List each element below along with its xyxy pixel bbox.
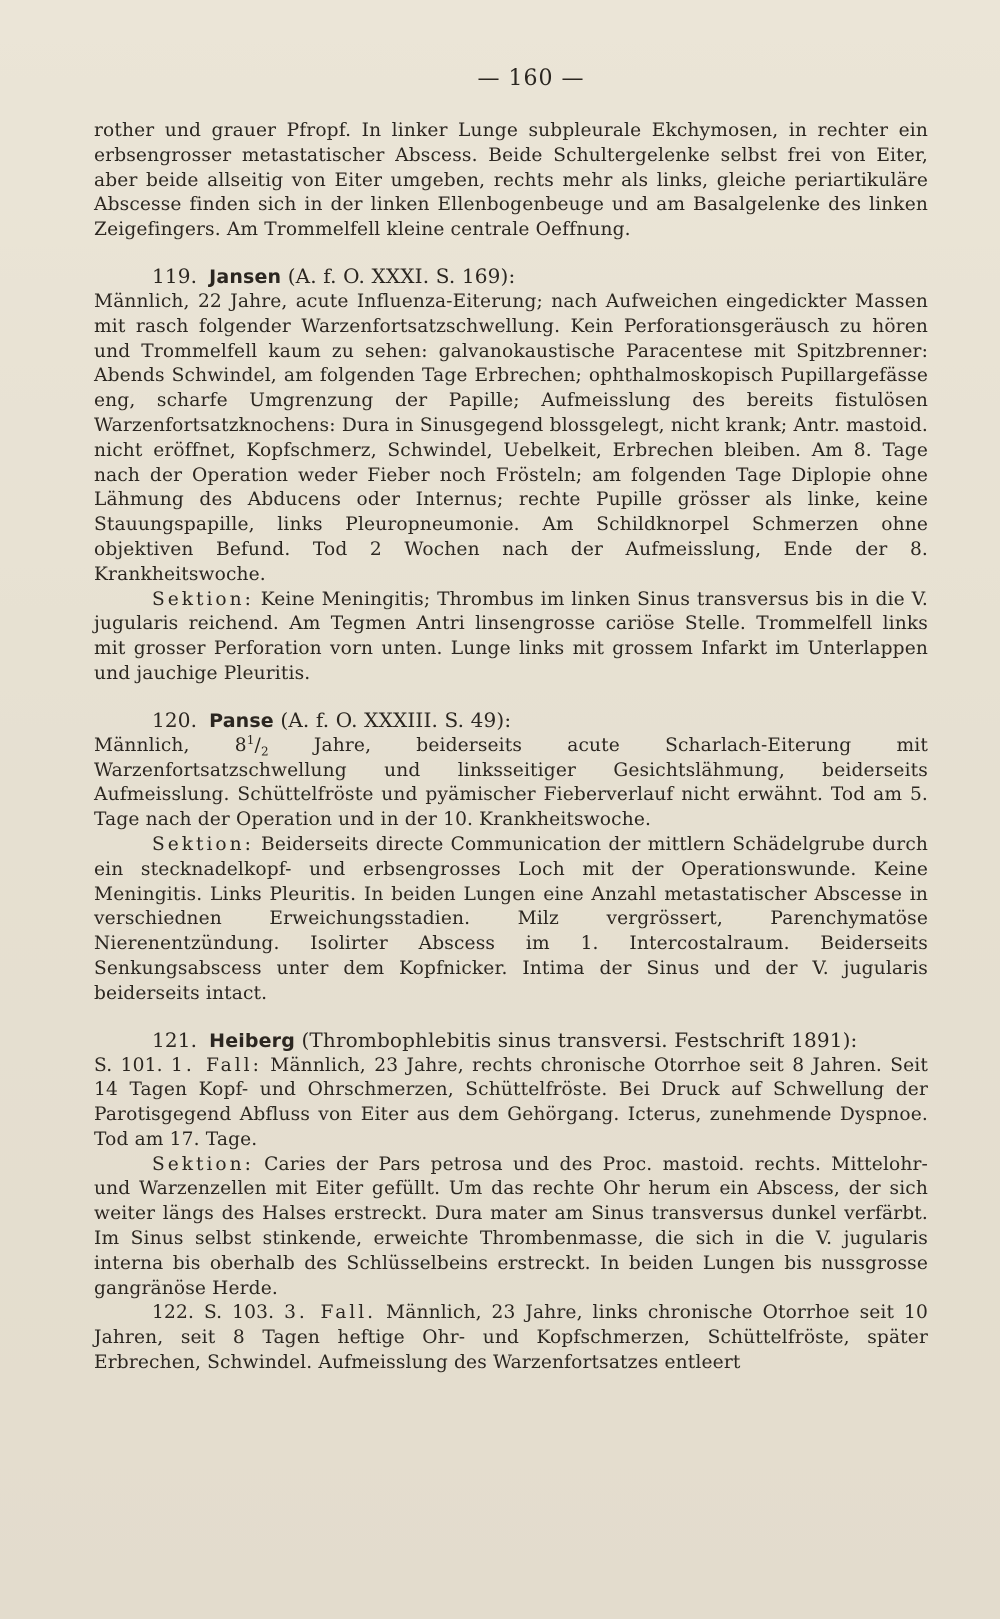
entry-121-sektion-text: Caries der Pars petrosa und des Proc. mastoid. rechts. Mittelohr- und Warzenzellen mit Eiter gefüllt. Um das rechte Ohr herum ein Abscess, der sich weiter längs des Halses erstreckt. Dura mater am Sinus transversus dunkel verfärbt. Im Sinus selbst stinkende, erweichte Thrombenmasse, die sich in die V. jugularis interna bis oberhalb des Schlüsselbeins erstreckt. In beiden Lungen bis nussgrosse gangränöse Herde. bbox=[94, 1153, 928, 1299]
entry-120-sektion-text: Beiderseits directe Communication der mittlern Schädelgrube durch ein stecknadelkopf- und erbsengrosses Loch mit der Operationswunde. Keine Meningitis. Links Pleuritis. In beiden Lungen eine Anzahl metastatischer Abscesse in verschiednen Erweichungsstadien. Milz vergrössert, Parenchymatöse Nierenentzündung. Isolirter Abscess im 1. Intercostalraum. Beiderseits Senkungsabscess unter dem Kopfnicker. Intima der Sinus und der V. jugularis beiderseits intact. bbox=[94, 833, 929, 1004]
entry-120-heading bbox=[94, 707, 928, 734]
entry-121-citation: (Thrombophlebitis sinus transversi. Festschrift 1891): bbox=[301, 1027, 858, 1052]
entry-121-reference: S. 101. bbox=[94, 1054, 163, 1076]
entry-122-number: 122. bbox=[152, 1302, 195, 1324]
entry-119-body: Männlich, 22 Jahre, acute Influenza-Eiterung; nach Aufweichen eingedickter Massen mit rasch folgender Warzenfortsatzschwellung. Kein Perforationsgeräusch zu hören und Trommelfell kaum zu sehen: galvanokaustische Paracentese mit Spitzbrenner: Abends Schwindel, am folgenden Tage Erbrechen; ophthalmoskopisch Pupillargefässe eng, scharfe Umgrenzung der Papille; Aufmeisslung des bereits fistulösen Warzenfortsatzknochens: Dura in Sinusgegend blossgelegt, nicht krank; Antr. mastoid. nicht eröffnet, Kopfschmerz, Schwindel, Uebelkeit, Erbrechen bleiben. Am 8. Tage nach der Operation weder Fieber noch Frösteln; am folgenden Tage Diplopie ohne Lähmung des Abducens oder Internus; rechte Pupille grösser als linke, keine Stauungspapille, links Pleuropneumonie. Am Schildknorpel Schmerzen ohne objektiven Befund. Tod 2 Wochen nach der Aufmeisslung, Ende der 8. Krankheitswoche. bbox=[94, 290, 928, 585]
entry-121-author: Heiberg bbox=[209, 1029, 295, 1052]
entry-122-body bbox=[94, 1301, 928, 1375]
entry-120-fraction-slash: / bbox=[254, 734, 261, 756]
entry-119-citation: (A. f. O. XXXI. S. 169): bbox=[287, 263, 516, 288]
entry-121-sektion bbox=[94, 1153, 928, 1302]
page-number: — 160 — bbox=[477, 66, 585, 91]
entry-120-fraction-numerator: 1 bbox=[246, 732, 255, 747]
entry-122-body-text: Männlich, 23 Jahre, links chronische Otorrhoe seit 10 Jahren, seit 8 Tagen heftige Ohr- und Kopfschmerzen, Schüttelfröste, später Erbrechen, Schwindel. Aufmeisslung des Warzenfortsatzes entleert bbox=[94, 1302, 929, 1374]
entry-121-body-text: Männlich, 23 Jahre, rechts chronische Otorrhoe seit 8 Jahren. Seit 14 Tagen Kopf- und Ohrschmerzen, Schüttelfröste. Bei Druck auf Schwellung der Parotisgegend Abfluss von Eiter aus dem Gehörgang. Icterus, zunehmende Dyspnoe. Tod am 17. Tage. bbox=[94, 1054, 929, 1150]
entry-119-sektion-text: Keine Meningitis; Thrombus im linken Sinus transversus bis in die V. jugularis reichend. Am Tegmen Antri linsengrosse cariöse Stelle. Trommelfell links mit grosser Perforation vorn unten. Lunge links mit grossem Infarkt im Unterlappen und jauchige Pleuritis. bbox=[94, 588, 928, 684]
entry-122-reference: S. 103. bbox=[203, 1302, 275, 1324]
entry-119-number: 119. bbox=[152, 263, 198, 288]
page-text bbox=[94, 119, 928, 1376]
entry-120-body-start: Männlich, 8 bbox=[94, 734, 247, 756]
entry-119-sektion bbox=[94, 588, 928, 687]
entry-120-body-rest: Jahre, beiderseits acute Scharlach-Eiterung mit Warzenfortsatzschwellung und linksseitiger Gesichtslähmung, beiderseits Aufmeisslung. Schüttelfröste und pyämischer Fieberverlauf nicht erwähnt. Tod am 5. Tage nach der Operation und in der 10. Krankheitswoche. bbox=[94, 734, 928, 831]
entry-120-citation: (A. f. O. XXXIII. S. 49): bbox=[280, 707, 512, 732]
entry-120-sektion-label: Sektion: bbox=[152, 833, 254, 855]
entry-120-fraction-denominator: 2 bbox=[260, 744, 269, 759]
entry-121-sektion-label: Sektion: bbox=[152, 1153, 254, 1175]
intro-paragraph: rother und grauer Pfropf. In linker Lunge subpleurale Ekchymosen, in rechter ein erbsengrosser metastatischer Abscess. Beide Schultergelenke selbst frei von Eiter, aber beide allseitig von Eiter umgeben, rechts mehr als links, gleiche periartikuläre Abscesse finden sich in der linken Ellenbogenbeuge und am Basalgelenke des linken Zeigefingers. Am Trommelfell kleine centrale Oeffnung. bbox=[94, 120, 928, 241]
entry-121-body bbox=[94, 1054, 928, 1153]
entry-120-author: Panse bbox=[209, 709, 274, 732]
entry-121-number: 121. bbox=[152, 1027, 198, 1052]
entry-122-fall-label: 3. Fall. bbox=[284, 1302, 377, 1324]
entry-120-number: 120. bbox=[152, 707, 198, 732]
entry-121-heading bbox=[94, 1027, 928, 1054]
entry-119-sektion-label: Sektion: bbox=[152, 588, 254, 610]
entry-120-sektion bbox=[94, 833, 928, 1007]
entry-120-body bbox=[94, 734, 928, 833]
entry-119-author: Jansen bbox=[209, 265, 282, 288]
entry-119-heading bbox=[94, 263, 928, 290]
entry-121-fall-label: 1. Fall: bbox=[171, 1054, 262, 1076]
